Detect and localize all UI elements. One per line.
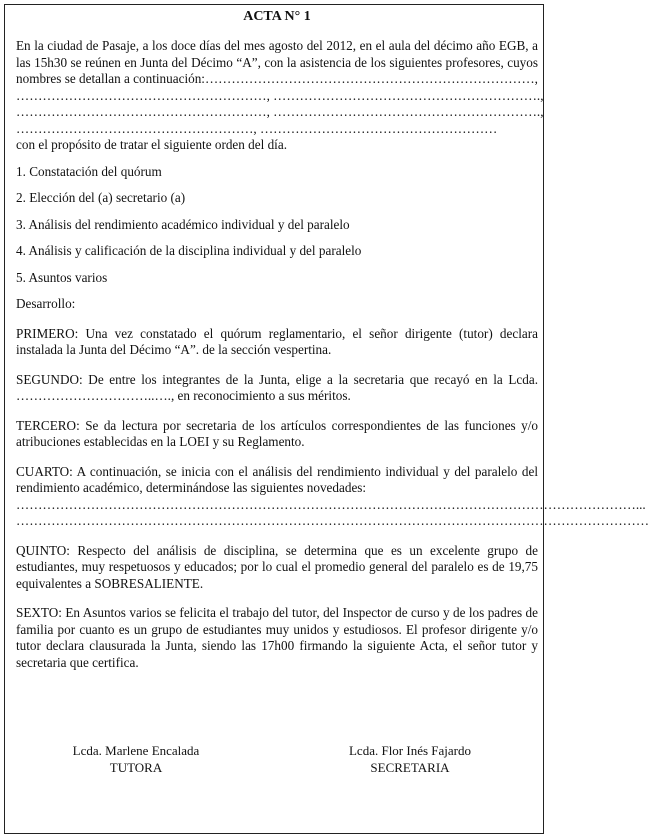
signature-right-role: SECRETARIA bbox=[370, 760, 450, 775]
signature-left-role: TUTORA bbox=[109, 760, 163, 775]
agenda-item-4: 4. Análisis y calificación de la disciplina individual y del paralelo bbox=[16, 243, 362, 258]
primero-paragraph: PRIMERO: Una vez constatado el quórum reglamentario, el señor dirigente (tutor) declara instalada la Junta del Décimo “A”. de la sección vespertina. bbox=[16, 325, 538, 357]
cuarto-dot-line-1: ……………………………………………………………………………………………………………………………... bbox=[16, 496, 646, 512]
signature-tutora bbox=[46, 742, 226, 776]
intro-dot-line-1: …………………………………………………, ……………………………………………………., bbox=[16, 87, 544, 103]
intro-closing: con el propósito de tratar el siguiente orden del día. bbox=[16, 137, 287, 152]
intro-paragraph: En la ciudad de Pasaje, a los doce días del mes agosto del 2012, en el aula del décimo año EGB, a las 15h30 se reúnen en Junta del Décimo “A”, con la asistencia de los siguientes profesores, cuyos nombres se detallan a continuación:…………………………………………………………………, bbox=[16, 38, 538, 86]
signature-right-name: Lcda. Flor Inés Fajardo bbox=[348, 743, 472, 758]
desarrollo-label: Desarrollo: bbox=[16, 296, 76, 311]
document-title: ACTA N° 1 bbox=[243, 9, 311, 24]
quinto-paragraph: QUINTO: Respecto del análisis de disciplina, se determina que es un excelente grupo de estudiantes, muy respetuosos y educados; por lo cual el promedio general del paralelo es de 19,75 equivalentes a SOBRESALIENTE. bbox=[16, 542, 538, 591]
agenda-item-5: 5. Asuntos varios bbox=[16, 269, 108, 285]
intro-dot-line-2: …………………………………………………, ……………………………………………………., bbox=[16, 104, 544, 119]
signature-secretaria bbox=[320, 742, 500, 776]
cuarto-dot-line-2: ……………………………………………………………………………………………………………………………… bbox=[16, 513, 649, 528]
agenda-item-3: 3. Análisis del rendimiento académico individual y del paralelo bbox=[16, 216, 350, 232]
sexto-paragraph: SEXTO: En Asuntos varios se felicita el trabajo del tutor, del Inspector de curso y de los padres de familia por cuanto es un grupo de estudiantes muy unidos y estudiosos. El profesor dirigente y/o tutor declara clausurada la Junta, siendo las 17h00 firmando la siguiente Acta, el señor tutor y secretaria que certifica. bbox=[16, 605, 538, 670]
intro-dot-line-3: ………………………………………………, ……………………………………………… bbox=[16, 120, 498, 136]
tercero-paragraph: TERCERO: Se da lectura por secretaria de los artículos correspondientes de las funciones y/o atribuciones establecidas en la LOEI y su Reglamento. bbox=[16, 417, 538, 449]
segundo-paragraph: SEGUNDO: De entre los integrantes de la Junta, elige a la secretaria que recayó en la Lcda. …………………………..…., en reconocimiento a sus méritos. bbox=[16, 371, 538, 403]
cuarto-paragraph: CUARTO: A continuación, se inicia con el análisis del rendimiento individual y del paralelo del rendimiento académico, determinándose las siguientes novedades: bbox=[16, 463, 538, 495]
acta-document bbox=[16, 8, 649, 671]
agenda-item-2: 2. Elección del (a) secretario (a) bbox=[16, 190, 186, 205]
signature-left-name: Lcda. Marlene Encalada bbox=[72, 743, 200, 758]
agenda-item-1: 1. Constatación del quórum bbox=[16, 163, 162, 179]
